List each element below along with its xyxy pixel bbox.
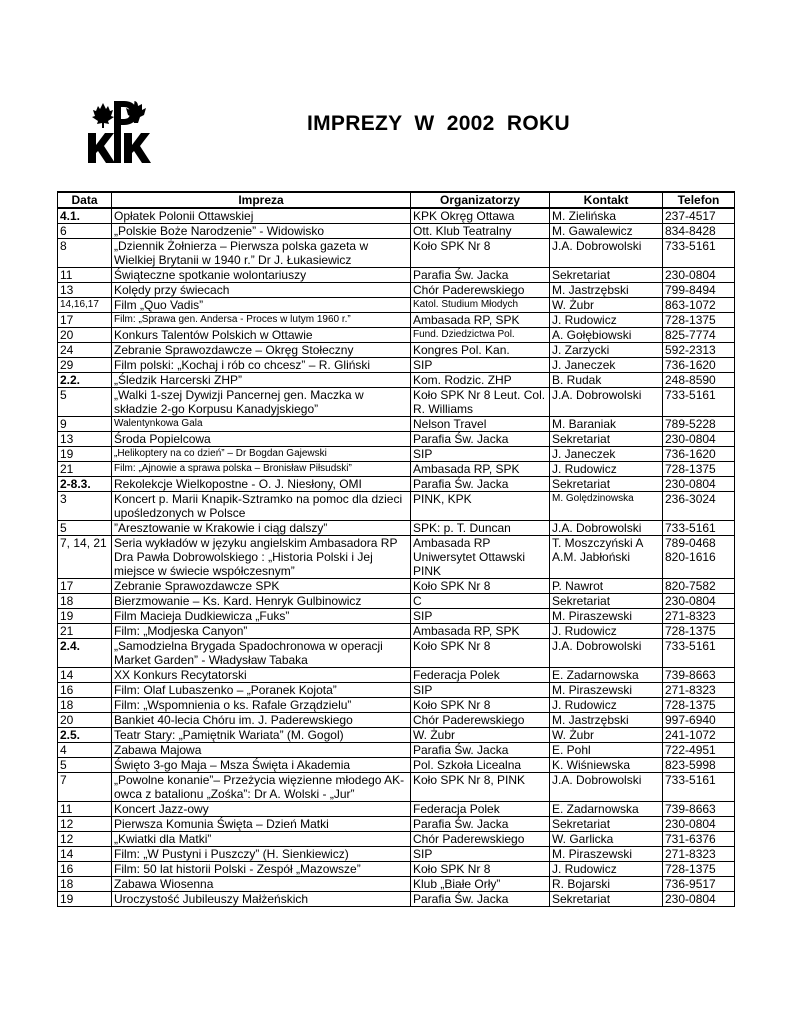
table-row	[58, 877, 735, 892]
cell-telefon: 834-8428	[663, 224, 735, 239]
cell-impreza: Bankiet 40-lecia Chóru im. J. Paderewskiego	[112, 713, 411, 728]
cell-data: 5	[58, 521, 112, 536]
cell-impreza: Teatr Stary: „Pamiętnik Wariata” (M. Gogol)	[112, 728, 411, 743]
cell-telefon: 271-8323	[663, 609, 735, 624]
cell-impreza: Święto 3-go Maja – Msza Święta i Akademia	[112, 758, 411, 773]
cell-telefon: 230-0804	[663, 817, 735, 832]
cell-data: 20	[58, 328, 112, 343]
cell-organizatorzy: Federacja Polek	[411, 802, 550, 817]
cell-organizatorzy: Ambasada RP, SPK	[411, 624, 550, 639]
col-header-impreza: Impreza	[112, 192, 411, 208]
cell-organizatorzy: Koło SPK Nr 8	[411, 862, 550, 877]
table-row	[58, 579, 735, 594]
cell-kontakt: Sekretariat	[550, 892, 663, 907]
cell-telefon: 733-5161	[663, 639, 735, 668]
cell-impreza: XX Konkurs Recytatorski	[112, 668, 411, 683]
cell-telefon: 230-0804	[663, 268, 735, 283]
cell-impreza: „Śledzik Harcerski ZHP”	[112, 373, 411, 388]
cell-data: 3	[58, 492, 112, 521]
table-row	[58, 817, 735, 832]
cell-data: 20	[58, 713, 112, 728]
cell-data: 18	[58, 877, 112, 892]
cell-impreza: Opłatek Polonii Ottawskiej	[112, 208, 411, 224]
cell-organizatorzy: Parafia Św. Jacka	[411, 743, 550, 758]
cell-organizatorzy: SIP	[411, 609, 550, 624]
cell-kontakt: J.A. Dobrowolski	[550, 521, 663, 536]
cell-data: 11	[58, 802, 112, 817]
cell-data: 12	[58, 817, 112, 832]
table-row	[58, 698, 735, 713]
cell-telefon: 728-1375	[663, 698, 735, 713]
cell-organizatorzy: SIP	[411, 847, 550, 862]
table-row	[58, 388, 735, 417]
page-title: IMPREZY W 2002 ROKU	[307, 112, 570, 135]
cell-organizatorzy: Chór Paderewskiego	[411, 283, 550, 298]
cell-organizatorzy: C	[411, 594, 550, 609]
cell-kontakt: J.A. Dobrowolski	[550, 388, 663, 417]
cell-impreza: ”Aresztowanie w Krakowie i ciąg dalszy”	[112, 521, 411, 536]
cell-organizatorzy: Parafia Św. Jacka	[411, 817, 550, 832]
cell-impreza: „Powolne konanie”– Przeżycia więzienne młodego AK-owca z batalionu „Zośka”: Dr A. Wolski - „Jur”	[112, 773, 411, 802]
table-row	[58, 462, 735, 477]
table-row	[58, 892, 735, 907]
cell-organizatorzy: Ambasada RP, SPK	[411, 313, 550, 328]
cell-data: 21	[58, 624, 112, 639]
cell-impreza: „Kwiatki dla Matki”	[112, 832, 411, 847]
cell-impreza: Film: Olaf Lubaszenko – „Poranek Kojota”	[112, 683, 411, 698]
cell-kontakt: M. Baraniak	[550, 417, 663, 432]
cell-organizatorzy: Koło SPK Nr 8	[411, 698, 550, 713]
cell-organizatorzy: Ambasada RP, SPK	[411, 462, 550, 477]
cell-kontakt: E. Zadarnowska	[550, 668, 663, 683]
cell-impreza: Film: „Wspomnienia o ks. Rafale Grządzielu”	[112, 698, 411, 713]
cell-telefon: 728-1375	[663, 624, 735, 639]
table-row	[58, 224, 735, 239]
cell-telefon: 241-1072	[663, 728, 735, 743]
cell-kontakt: Sekretariat	[550, 432, 663, 447]
table-row	[58, 862, 735, 877]
cell-kontakt: M. Jastrzębski	[550, 713, 663, 728]
table-row	[58, 683, 735, 698]
cell-telefon: 722-4951	[663, 743, 735, 758]
cell-data: 5	[58, 388, 112, 417]
cell-data: 12	[58, 832, 112, 847]
cell-impreza: Koncert p. Marii Knapik-Sztramko na pomoc dla dzieci upośledzonych w Polsce	[112, 492, 411, 521]
cell-organizatorzy: Koło SPK Nr 8 Leut. Col. R. Williams	[411, 388, 550, 417]
cell-kontakt: J. Rudowicz	[550, 313, 663, 328]
cell-telefon: 230-0804	[663, 594, 735, 609]
cell-kontakt: M. Gawalewicz	[550, 224, 663, 239]
cell-kontakt: M. Piraszewski	[550, 847, 663, 862]
cell-telefon: 728-1375	[663, 313, 735, 328]
cell-impreza: „Polskie Boże Narodzenie” - Widowisko	[112, 224, 411, 239]
table-row	[58, 417, 735, 432]
table-row	[58, 832, 735, 847]
cell-data: 19	[58, 447, 112, 462]
cell-impreza: Film: 50 lat historii Polski - Zespół „Mazowsze”	[112, 862, 411, 877]
cell-organizatorzy: Pol. Szkoła Licealna	[411, 758, 550, 773]
cell-organizatorzy: Parafia Św. Jacka	[411, 268, 550, 283]
cell-kontakt: M. Piraszewski	[550, 683, 663, 698]
cell-telefon: 739-8663	[663, 668, 735, 683]
cell-organizatorzy: Klub „Białe Orły”	[411, 877, 550, 892]
cell-data: 2.5.	[58, 728, 112, 743]
cell-kontakt: M. Jastrzębski	[550, 283, 663, 298]
cell-data: 9	[58, 417, 112, 432]
table-row	[58, 668, 735, 683]
cell-telefon: 733-5161	[663, 773, 735, 802]
table-row	[58, 639, 735, 668]
cell-telefon: 789-0468 820-1616	[663, 536, 735, 579]
table-row	[58, 536, 735, 579]
cell-telefon: 789-5228	[663, 417, 735, 432]
cell-impreza: Film: „Sprawa gen. Andersa - Proces w lutym 1960 r.”	[112, 313, 411, 328]
events-table	[57, 191, 735, 907]
cell-kontakt: J.A. Dobrowolski	[550, 639, 663, 668]
cell-kontakt: P. Nawrot	[550, 579, 663, 594]
cell-kontakt: T. Moszczyński A A.M. Jabłoński	[550, 536, 663, 579]
cell-impreza: Bierzmowanie – Ks. Kard. Henryk Gulbinowicz	[112, 594, 411, 609]
col-header-data: Data	[58, 192, 112, 208]
cell-telefon: 799-8494	[663, 283, 735, 298]
table-row	[58, 328, 735, 343]
cell-impreza: Rekolekcje Wielkopostne - O. J. Niesłony, OMI	[112, 477, 411, 492]
cell-data: 6	[58, 224, 112, 239]
cell-organizatorzy: Koło SPK Nr 8	[411, 639, 550, 668]
cell-impreza: Konkurs Talentów Polskich w Ottawie	[112, 328, 411, 343]
cell-organizatorzy: Koło SPK Nr 8	[411, 239, 550, 268]
cell-data: 5	[58, 758, 112, 773]
cell-kontakt: J.A. Dobrowolski	[550, 773, 663, 802]
table-row	[58, 447, 735, 462]
cell-data: 14	[58, 847, 112, 862]
cell-impreza: Zabawa Wiosenna	[112, 877, 411, 892]
cell-data: 17	[58, 313, 112, 328]
cell-data: 18	[58, 594, 112, 609]
cell-telefon: 230-0804	[663, 477, 735, 492]
cell-data: 2-8.3.	[58, 477, 112, 492]
cell-impreza: Film: „Modjeska Canyon”	[112, 624, 411, 639]
cell-impreza: Środa Popielcowa	[112, 432, 411, 447]
cell-telefon: 733-5161	[663, 388, 735, 417]
cell-impreza: Film: „Ajnowie a sprawa polska – Bronisław Piłsudski”	[112, 462, 411, 477]
table-row	[58, 713, 735, 728]
cell-telefon: 736-1620	[663, 447, 735, 462]
cell-organizatorzy: Koło SPK Nr 8, PINK	[411, 773, 550, 802]
cell-impreza: „Walki 1-szej Dywizji Pancernej gen. Maczka w składzie 2-go Korpusu Kanadyjskiego”	[112, 388, 411, 417]
table-row	[58, 728, 735, 743]
table-row	[58, 239, 735, 268]
cell-data: 19	[58, 892, 112, 907]
cell-kontakt: M. Golędzinowska	[550, 492, 663, 521]
cell-telefon: 271-8323	[663, 683, 735, 698]
table-row	[58, 298, 735, 313]
cell-kontakt: J. Rudowicz	[550, 862, 663, 877]
cell-telefon: 820-7582	[663, 579, 735, 594]
cell-organizatorzy: Koło SPK Nr 8	[411, 579, 550, 594]
cell-organizatorzy: Katol. Studium Młodych	[411, 298, 550, 313]
cell-organizatorzy: PINK, KPK	[411, 492, 550, 521]
cell-kontakt: W. Żubr	[550, 728, 663, 743]
cell-impreza: Film Macieja Dudkiewicza „Fuks”	[112, 609, 411, 624]
cell-organizatorzy: Kongres Pol. Kan.	[411, 343, 550, 358]
table-row	[58, 594, 735, 609]
table-row	[58, 477, 735, 492]
cell-telefon: 728-1375	[663, 462, 735, 477]
table-row	[58, 521, 735, 536]
cell-telefon: 230-0804	[663, 892, 735, 907]
cell-telefon: 739-8663	[663, 802, 735, 817]
table-row	[58, 283, 735, 298]
cell-telefon: 731-6376	[663, 832, 735, 847]
cell-data: 4	[58, 743, 112, 758]
cell-impreza: Zebranie Sprawozdawcze – Okręg Stołeczny	[112, 343, 411, 358]
cell-data: 19	[58, 609, 112, 624]
cell-kontakt: J. Rudowicz	[550, 698, 663, 713]
table-row	[58, 624, 735, 639]
cell-data: 2.2.	[58, 373, 112, 388]
cell-telefon: 736-9517	[663, 877, 735, 892]
cell-impreza: „Samodzielna Brygada Spadochronowa w operacji Market Garden” - Władysław Tabaka	[112, 639, 411, 668]
table-row	[58, 492, 735, 521]
cell-organizatorzy: KPK Okręg Ottawa	[411, 208, 550, 224]
cell-impreza: Pierwsza Komunia Święta – Dzień Matki	[112, 817, 411, 832]
cell-data: 7	[58, 773, 112, 802]
cell-impreza: Film „Quo Vadis”	[112, 298, 411, 313]
cell-telefon: 271-8323	[663, 847, 735, 862]
cell-kontakt: J.A. Dobrowolski	[550, 239, 663, 268]
cell-impreza: Koncert Jazz-owy	[112, 802, 411, 817]
cell-telefon: 863-1072	[663, 298, 735, 313]
cell-organizatorzy: SIP	[411, 683, 550, 698]
cell-kontakt: B. Rudak	[550, 373, 663, 388]
cell-impreza: Świąteczne spotkanie wolontariuszy	[112, 268, 411, 283]
cell-kontakt: E. Zadarnowska	[550, 802, 663, 817]
cell-impreza: Uroczystość Jubileuszy Małżeńskich	[112, 892, 411, 907]
cell-kontakt: Sekretariat	[550, 477, 663, 492]
cell-kontakt: J. Rudowicz	[550, 462, 663, 477]
cell-telefon: 236-3024	[663, 492, 735, 521]
table-row	[58, 358, 735, 373]
table-header-row	[58, 192, 735, 208]
cell-data: 16	[58, 683, 112, 698]
cell-organizatorzy: SPK: p. T. Duncan	[411, 521, 550, 536]
cell-data: 14	[58, 668, 112, 683]
cell-impreza: Film: „W Pustyni i Puszczy” (H. Sienkiewicz)	[112, 847, 411, 862]
col-header-kontakt: Kontakt	[550, 192, 663, 208]
cell-kontakt: J. Zarzycki	[550, 343, 663, 358]
cell-kontakt: Sekretariat	[550, 594, 663, 609]
cell-organizatorzy: Ambasada RP Uniwersytet Ottawski PINK	[411, 536, 550, 579]
cell-organizatorzy: Chór Paderewskiego	[411, 713, 550, 728]
table-row	[58, 208, 735, 224]
cell-telefon: 825-7774	[663, 328, 735, 343]
cell-telefon: 230-0804	[663, 432, 735, 447]
cell-kontakt: M. Piraszewski	[550, 609, 663, 624]
cell-telefon: 733-5161	[663, 521, 735, 536]
cell-kontakt: R. Bojarski	[550, 877, 663, 892]
table-row	[58, 743, 735, 758]
cell-telefon: 823-5998	[663, 758, 735, 773]
cell-telefon: 997-6940	[663, 713, 735, 728]
cell-impreza: Zabawa Majowa	[112, 743, 411, 758]
cell-telefon: 733-5161	[663, 239, 735, 268]
cell-kontakt: J. Janeczek	[550, 358, 663, 373]
cell-organizatorzy: Nelson Travel	[411, 417, 550, 432]
cell-telefon: 728-1375	[663, 862, 735, 877]
table-row	[58, 802, 735, 817]
cell-kontakt: K. Wiśniewska	[550, 758, 663, 773]
table-row	[58, 343, 735, 358]
col-header-organizatorzy: Organizatorzy	[411, 192, 550, 208]
cell-organizatorzy: Parafia Św. Jacka	[411, 432, 550, 447]
cell-organizatorzy: Ott. Klub Teatralny	[411, 224, 550, 239]
cell-kontakt: Sekretariat	[550, 817, 663, 832]
cell-kontakt: J. Janeczek	[550, 447, 663, 462]
kpk-logo-icon	[86, 97, 158, 167]
cell-organizatorzy: Parafia Św. Jacka	[411, 477, 550, 492]
cell-organizatorzy: Parafia Św. Jacka	[411, 892, 550, 907]
cell-impreza: Walentynkowa Gala	[112, 417, 411, 432]
table-row	[58, 773, 735, 802]
cell-data: 14,16,17	[58, 298, 112, 313]
cell-impreza: Zebranie Sprawozdawcze SPK	[112, 579, 411, 594]
cell-data: 8	[58, 239, 112, 268]
cell-kontakt: W. Garlicka	[550, 832, 663, 847]
cell-kontakt: Sekretariat	[550, 268, 663, 283]
cell-data: 24	[58, 343, 112, 358]
cell-data: 18	[58, 698, 112, 713]
cell-data: 11	[58, 268, 112, 283]
cell-telefon: 248-8590	[663, 373, 735, 388]
cell-organizatorzy: W. Żubr	[411, 728, 550, 743]
cell-kontakt: E. Pohl	[550, 743, 663, 758]
col-header-telefon: Telefon	[663, 192, 735, 208]
cell-data: 7, 14, 21	[58, 536, 112, 579]
cell-kontakt: A. Gołębiowski	[550, 328, 663, 343]
cell-data: 16	[58, 862, 112, 877]
cell-data: 13	[58, 432, 112, 447]
cell-kontakt: J. Rudowicz	[550, 624, 663, 639]
cell-impreza: „Helikoptery na co dzień” – Dr Bogdan Gajewski	[112, 447, 411, 462]
table-row	[58, 373, 735, 388]
cell-impreza: Film polski: „Kochaj i rób co chcesz” – R. Gliński	[112, 358, 411, 373]
table-row	[58, 268, 735, 283]
cell-organizatorzy: SIP	[411, 447, 550, 462]
cell-organizatorzy: Chór Paderewskiego	[411, 832, 550, 847]
cell-data: 13	[58, 283, 112, 298]
cell-data: 2.4.	[58, 639, 112, 668]
cell-kontakt: M. Zielińska	[550, 208, 663, 224]
table-row	[58, 609, 735, 624]
cell-data: 4.1.	[58, 208, 112, 224]
cell-organizatorzy: SIP	[411, 358, 550, 373]
table-row	[58, 847, 735, 862]
table-row	[58, 758, 735, 773]
cell-telefon: 237-4517	[663, 208, 735, 224]
cell-telefon: 592-2313	[663, 343, 735, 358]
cell-data: 21	[58, 462, 112, 477]
cell-data: 17	[58, 579, 112, 594]
cell-data: 29	[58, 358, 112, 373]
table-row	[58, 313, 735, 328]
cell-impreza: „Dziennik Żołnierza – Pierwsza polska gazeta w Wielkiej Brytanii w 1940 r.” Dr J. Łukasiewicz	[112, 239, 411, 268]
table-body	[58, 208, 735, 907]
cell-kontakt: W. Żubr	[550, 298, 663, 313]
table-row	[58, 432, 735, 447]
cell-impreza: Seria wykładów w języku angielskim Ambasadora RP Dra Pawła Dobrowolskiego : „Historia Polski i Jej miejsce w świecie współczesnym”	[112, 536, 411, 579]
cell-impreza: Kolędy przy świecach	[112, 283, 411, 298]
cell-organizatorzy: Fund. Dziedzictwa Pol.	[411, 328, 550, 343]
cell-telefon: 736-1620	[663, 358, 735, 373]
cell-organizatorzy: Kom. Rodzic. ZHP	[411, 373, 550, 388]
cell-organizatorzy: Federacja Polek	[411, 668, 550, 683]
